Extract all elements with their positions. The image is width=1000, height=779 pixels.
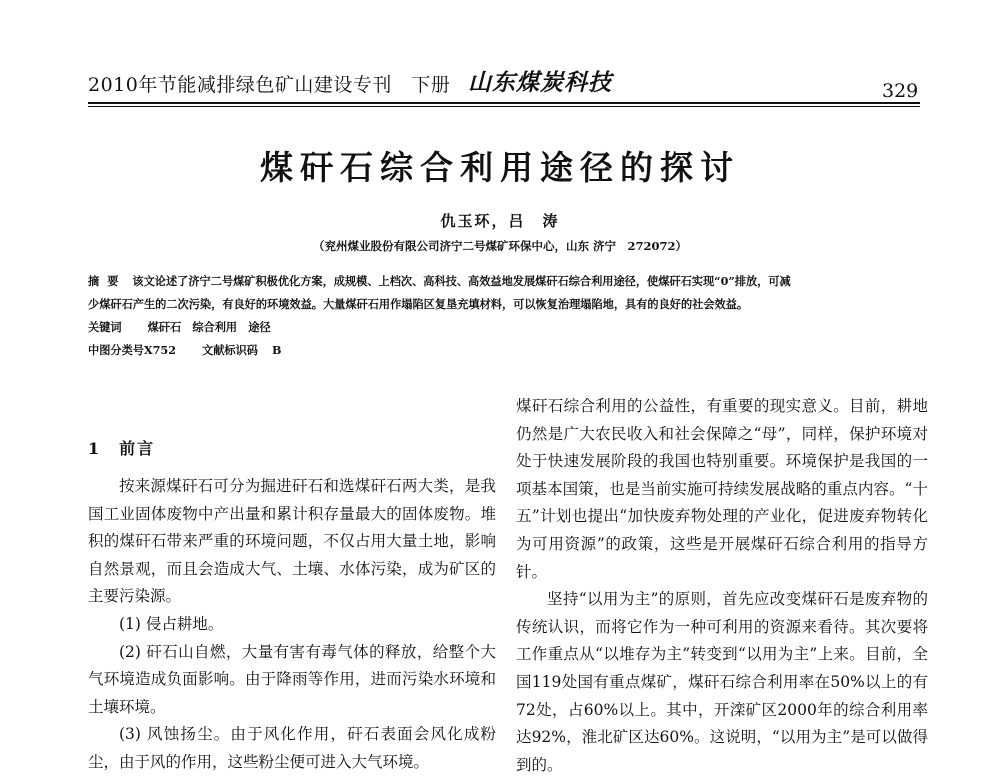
- header-rule: [88, 102, 920, 107]
- right-column: [516, 393, 928, 779]
- keywords-line: [88, 316, 928, 339]
- section-heading-introduction: 1 前言: [88, 439, 156, 458]
- clc-label: 中图分类号: [88, 343, 144, 357]
- page-number: 329: [882, 80, 919, 102]
- list-item-wind-erosion: (3) 风蚀扬尘。由于风化作用，矸石表面会风化成粉尘，由于风的作用，这些粉尘便可进入大气环境。: [88, 725, 496, 771]
- article-authors: 仇玉环，吕 涛: [440, 212, 560, 230]
- abstract-block: [88, 270, 928, 362]
- journal-logo: 山东煤炭科技: [468, 69, 612, 96]
- abstract-label: 摘要: [88, 274, 127, 288]
- body-paragraph: 坚持“以用为主”的原则，首先应改变煤矸石是废弃物的传统认识，而将它作为一种可利用的资源来看待。其次要将工作重点从“以堆存为主”转变到“以用为主”上来。目前，全国119处国有重点煤矿，煤矸石综合利用率在50%以上的有72处，占60%以上。其中，开滦矿区2000年的综合利用率达92%，淮北矿区达60%。这说明，“以用为主”是可以做得到的。: [516, 590, 928, 774]
- doc-code: B: [271, 343, 282, 357]
- left-column: [88, 473, 496, 777]
- body-paragraph-continued: 煤矸石综合利用的公益性，有重要的现实意义。目前，耕地仍然是广大农民收入和社会保障之“母”，同样，保护环境对处于快速发展阶段的我国也特别重要。环境保护是我国的一项基本国策，也是当前实施可持续发展战略的重点内容。“十五”计划也提出“加快废弃物处理的产业化，促进废弃物转化为可用资源”的政策，这些是开展煤矸石综合利用的指导方针。: [516, 397, 928, 581]
- abstract-line-1: [88, 270, 928, 293]
- author-affiliation: （兖州煤业股份有限公司济宁二号煤矿环保中心，山东 济宁 272072）: [312, 239, 687, 253]
- doc-code-label: 文献标识码: [202, 343, 258, 357]
- keywords-label: 关键词: [88, 320, 122, 334]
- list-item-self-ignition: (2) 矸石山自燃，大量有害有毒气体的释放，给整个大气环境造成负面影响。由于降雨等作用，进而污染水环境和土壤环境。: [88, 642, 496, 716]
- list-item-farmland: (1) 侵占耕地。: [119, 614, 224, 633]
- abstract-text-line-2: 少煤矸石产生的二次污染，有良好的环境效益。大量煤矸石用作塌陷区复垦充填材料，可以恢复治理塌陷地，具有的良好的社会效益。: [88, 297, 749, 311]
- abstract-line-2: [88, 293, 928, 316]
- body-paragraph: 按来源煤矸石可分为掘进矸石和选煤矸石两大类，是我国工业固体废物中产出量和累计积存量最大的固体废物。堆积的煤矸石带来严重的环境问题，不仅占用大量土地，影响自然景观，而且会造成大气、土壤、水体污染，成为矿区的主要污染源。: [88, 477, 496, 606]
- keywords-text: 煤矸石 综合利用 途径: [147, 320, 271, 334]
- abstract-text-line-1: 该文论述了济宁二号煤矿积极优化方案，成规模、上档次、高科技、高效益地发展煤矸石综合利用途径，使煤矸石实现“0”排放，可减: [132, 274, 791, 288]
- journal-issue-header: 2010年节能减排绿色矿山建设专刊 下册: [88, 74, 451, 96]
- classification-line: [88, 339, 928, 362]
- article-title: 煤矸石综合利用途径的探讨: [260, 148, 740, 187]
- clc-code: X752: [143, 343, 176, 357]
